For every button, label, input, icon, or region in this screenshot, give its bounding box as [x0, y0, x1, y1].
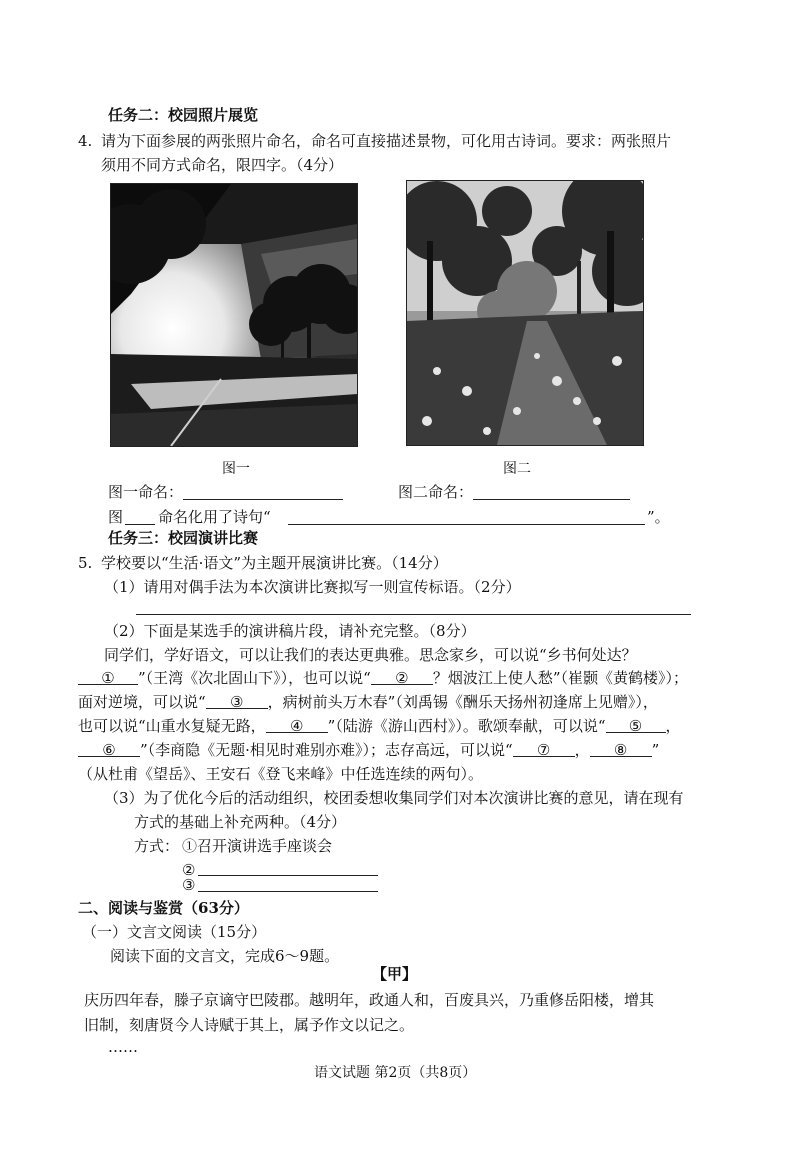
q5-sub1: （1）请用对偶手法为本次演讲比赛拟写一则宣传标语。（2分）: [104, 578, 521, 596]
sub-section1: （一）文言文阅读（15分）: [82, 923, 267, 941]
speech-l5c: ”: [651, 741, 660, 759]
poem-suffix: ”。: [647, 508, 670, 526]
speech-line6: （从杜甫《望岳》、王安石《登飞来峰》中任选连续的两句）。: [78, 765, 484, 783]
q4-line1: 请为下面参展的两张照片命名，命名可直接描述景物，可化用古诗词。要求：两张照片: [101, 132, 672, 150]
blank-4-mark: ④: [289, 717, 304, 735]
caption-photo-one: 图一: [222, 461, 250, 477]
blank-1[interactable]: [78, 668, 138, 685]
poem-figure-blank[interactable]: [125, 524, 155, 525]
slogan-blank[interactable]: [136, 614, 691, 615]
q5-sub2: （2）下面是某选手的演讲稿片段，请补充完整。（8分）: [104, 622, 476, 640]
speech-l5a: ”（李商隐《无题·相见时难别亦难》）；志存高远，可以说“: [140, 741, 513, 759]
name2-blank[interactable]: [473, 499, 630, 500]
blank-2-mark: ②: [395, 669, 409, 687]
speech-l3a: 面对逆境，可以说“: [78, 693, 206, 711]
blank-8[interactable]: [590, 740, 652, 757]
photo-two: [406, 180, 644, 446]
name1-blank[interactable]: [183, 499, 343, 500]
speech-l2b: ？烟波江上使人愁”（崔颢《黄鹤楼》）；: [432, 669, 689, 687]
method-2-marker: ②: [182, 861, 196, 879]
blank-6-mark: ⑥: [102, 741, 116, 759]
poem-prefix: 图: [108, 508, 124, 526]
blank-3[interactable]: [206, 692, 268, 709]
speech-l4c: ，: [665, 717, 681, 735]
task2-heading: 任务二：校园照片展览: [108, 106, 259, 124]
poem-mid: 命名化用了诗句“: [158, 508, 271, 526]
speech-l5b: ，: [574, 741, 590, 759]
task3-heading: 任务三：校园演讲比赛: [108, 529, 259, 547]
poem-line-blank[interactable]: [288, 524, 645, 525]
photo-two-image: [407, 181, 643, 445]
passage-ellipsis: ……: [108, 1038, 138, 1056]
speech-line5: [78, 740, 659, 760]
method-label: 方式：: [134, 837, 180, 855]
speech-line2: [78, 668, 688, 688]
photo-one-image: [111, 184, 357, 446]
blank-5[interactable]: [606, 716, 666, 733]
blank-7-mark: ⑦: [536, 741, 551, 759]
blank-8-mark: ⑧: [613, 741, 628, 759]
speech-line4: [78, 716, 681, 736]
q5-intro: 学校要以“生活·语文”为主题开展演讲比赛。（14分）: [101, 554, 448, 572]
name2-label: 图二命名：: [398, 483, 474, 501]
method-3-blank[interactable]: [198, 891, 378, 892]
blank-1-mark: ①: [101, 669, 115, 687]
passage-line2: 旧制，刻唐贤今人诗赋于其上，属予作文以记之。: [84, 1016, 415, 1034]
page-footer: 语文试题 第2页（共8页）: [314, 1065, 477, 1081]
method-3-marker: ③: [182, 876, 196, 894]
caption-photo-two: 图二: [503, 461, 531, 477]
blank-6[interactable]: [78, 740, 140, 757]
photo-one: [110, 183, 358, 447]
q4-number: 4.: [78, 132, 93, 150]
speech-l3b: ，病树前头万木春”（刘禹锡《酬乐天扬州初逢席上见赠》），: [267, 693, 658, 711]
q4-line2: 须用不同方式命名，限四字。（4分）: [101, 156, 344, 174]
speech-l4b: ”（陆游《游山西村》）。歌颂奉献，可以说“: [327, 717, 606, 735]
speech-line1: 同学们，学好语文，可以让我们的表达更典雅。思念家乡，可以说“乡书何处达？: [104, 646, 637, 664]
blank-2[interactable]: [371, 668, 433, 685]
name1-label: 图一命名：: [108, 483, 184, 501]
blank-3-mark: ③: [229, 693, 244, 711]
speech-l2a: ”（王湾《次北固山下》），也可以说“: [138, 669, 371, 687]
speech-line3: [78, 692, 658, 712]
blank-4[interactable]: [266, 716, 328, 733]
q5-sub3-line1: （3）为了优化今后的活动组织，校团委想收集同学们对本次演讲比赛的意见，请在现有: [104, 789, 684, 807]
speech-l4a: 也可以说“山重水复疑无路，: [78, 717, 266, 735]
section2-heading: 二、阅读与鉴赏（63分）: [78, 899, 249, 917]
blank-5-mark: ⑤: [628, 717, 643, 735]
method-2-blank[interactable]: [198, 875, 378, 876]
passage-title: 【甲】: [372, 965, 418, 983]
q5-number: 5.: [78, 554, 93, 572]
passage-line1: 庆历四年春，滕子京谪守巴陵郡。越明年，政通人和，百废具兴，乃重修岳阳楼，增其: [84, 991, 655, 1009]
method-1: ①召开演讲选手座谈会: [182, 837, 333, 855]
reading-instructions: 阅读下面的文言文，完成6～9题。: [110, 947, 340, 965]
blank-7[interactable]: [513, 740, 575, 757]
q5-sub3-line2: 方式的基础上补充两种。（4分）: [134, 813, 347, 831]
